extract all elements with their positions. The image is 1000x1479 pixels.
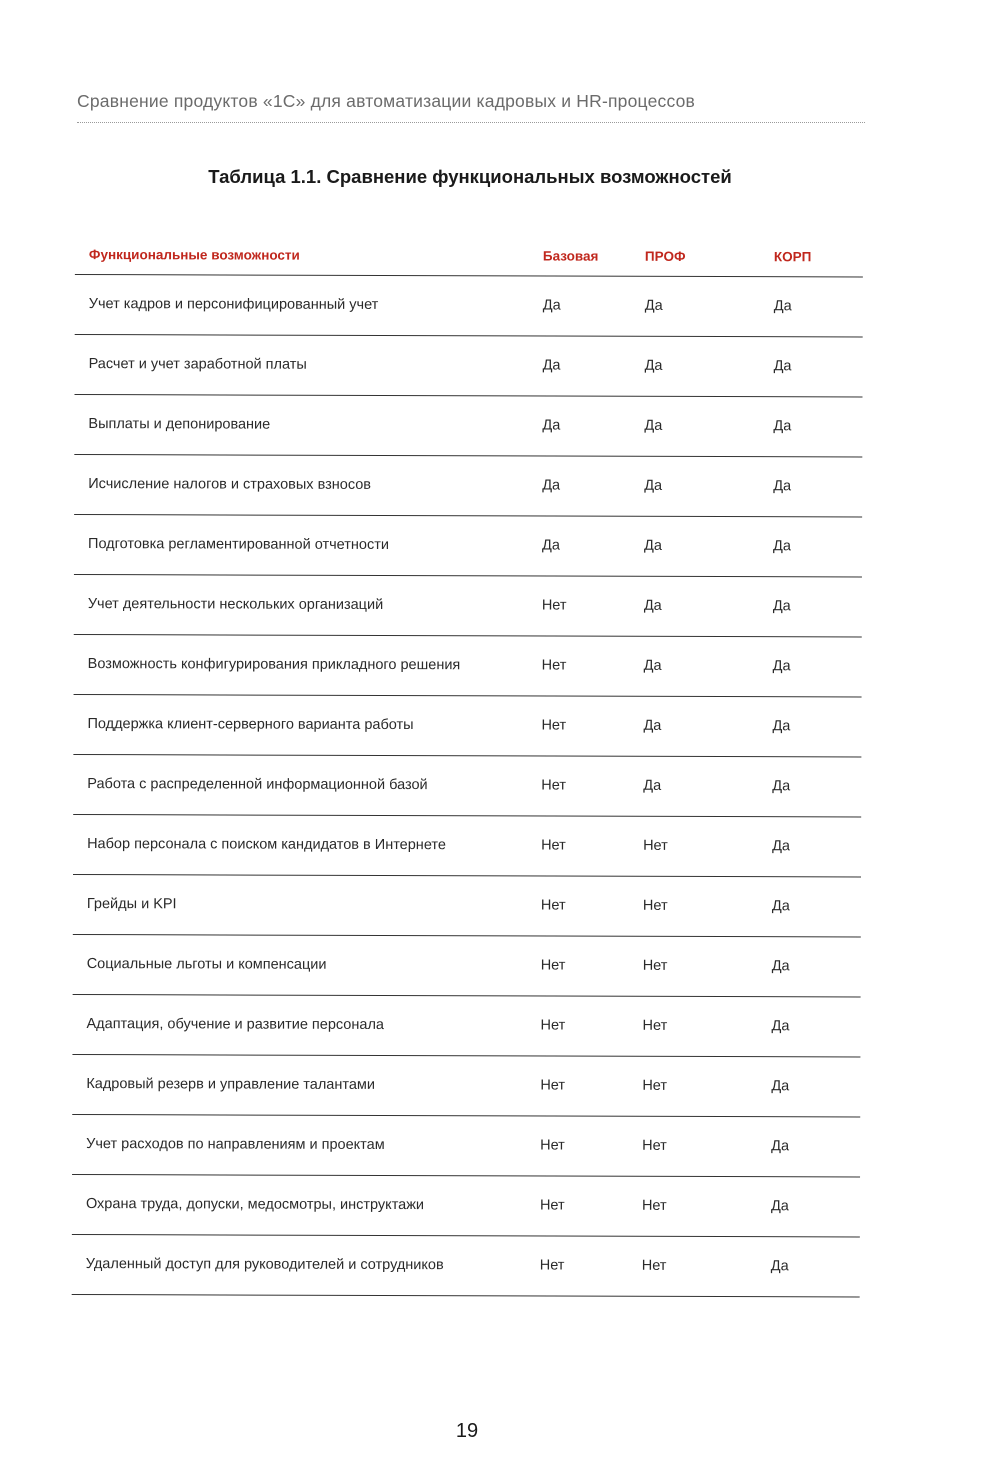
base-cell: Нет <box>539 1197 565 1214</box>
feature-cell: Поддержка клиент-серверного варианта работы <box>87 716 414 734</box>
feature-cell: Учет расходов по направлениям и проектам <box>86 1136 385 1153</box>
prof-cell: Нет <box>642 1137 667 1154</box>
korp-cell: Да <box>772 598 791 615</box>
table-row <box>74 635 862 697</box>
table-row <box>72 995 860 1057</box>
base-cell: Нет <box>541 777 567 794</box>
base-cell: Да <box>542 297 561 314</box>
table-row <box>74 515 862 577</box>
prof-cell: Да <box>643 717 662 734</box>
feature-cell: Кадровый резерв и управление талантами <box>86 1076 376 1093</box>
base-cell: Нет <box>540 1017 566 1034</box>
korp-cell: Да <box>773 538 791 555</box>
feature-cell: Выплаты и депонирование <box>88 416 271 433</box>
running-header: Сравнение продуктов «1С» для автоматизации кадровых и HR-процессов <box>77 91 696 111</box>
base-cell: Нет <box>541 717 567 734</box>
korp-cell: Да <box>771 898 790 915</box>
table-row <box>72 1055 860 1117</box>
base-cell: Нет <box>541 597 567 614</box>
table-row <box>74 455 862 517</box>
table-row <box>72 1115 860 1177</box>
feature-cell: Расчет и учет заработной платы <box>88 356 307 373</box>
table-row <box>73 875 861 937</box>
korp-cell: Да <box>770 1198 789 1215</box>
table-row <box>72 1175 860 1237</box>
prof-cell: Нет <box>642 1077 668 1094</box>
column-header-base: Базовая <box>542 248 599 264</box>
base-cell: Да <box>542 477 561 494</box>
prof-cell: Да <box>644 417 663 434</box>
korp-cell: Да <box>773 358 792 375</box>
prof-cell: Да <box>644 477 663 494</box>
feature-cell: Грейды и KPI <box>86 896 177 913</box>
table-header-row <box>75 236 863 277</box>
korp-cell: Да <box>773 298 792 315</box>
feature-cell: Адаптация, обучение и развитие персонала <box>86 1016 385 1033</box>
feature-cell: Учет деятельности нескольких организаций <box>87 596 384 613</box>
feature-cell: Работа с распределенной информационной базой <box>87 776 428 794</box>
feature-cell: Учет кадров и персонифицированный учет <box>88 296 379 313</box>
prof-cell: Нет <box>642 897 668 914</box>
comparison-table <box>72 236 863 1297</box>
korp-cell: Да <box>772 778 791 795</box>
prof-cell: Да <box>644 297 663 314</box>
feature-cell: Удаленный доступ для руководителей и сотрудников <box>85 1256 444 1274</box>
base-cell: Нет <box>541 837 566 854</box>
korp-cell: Да <box>771 958 790 975</box>
table-row <box>75 275 863 337</box>
prof-cell: Да <box>643 777 662 794</box>
prof-cell: Нет <box>643 837 668 854</box>
table-row <box>74 575 862 637</box>
table-row <box>73 755 861 817</box>
korp-cell: Да <box>773 418 792 435</box>
column-header-features: Функциональные возможности <box>88 247 300 263</box>
korp-cell: Да <box>770 1258 789 1275</box>
korp-cell: Да <box>771 1078 790 1095</box>
column-header-korp: КОРП <box>773 249 812 265</box>
feature-cell: Возможность конфигурирования прикладного решения <box>87 656 461 674</box>
prof-cell: Нет <box>642 1017 668 1034</box>
korp-cell: Да <box>771 1018 790 1035</box>
korp-cell: Да <box>772 718 791 735</box>
base-cell: Нет <box>540 957 566 974</box>
feature-cell: Набор персонала с поиском кандидатов в Интернете <box>87 836 446 854</box>
table-row <box>73 815 861 877</box>
header-divider <box>77 122 865 123</box>
feature-cell: Исчисление налогов и страховых взносов <box>88 476 372 493</box>
base-cell: Нет <box>540 897 566 914</box>
base-cell: Нет <box>540 1077 566 1094</box>
prof-cell: Нет <box>641 1257 667 1274</box>
table-row <box>73 695 861 757</box>
base-cell: Да <box>542 537 560 554</box>
korp-cell: Да <box>772 838 791 855</box>
feature-cell: Социальные льготы и компенсации <box>86 956 327 973</box>
page-number: 19 <box>455 1420 479 1442</box>
prof-cell: Да <box>643 657 662 674</box>
feature-cell: Охрана труда, допуски, медосмотры, инструктажи <box>85 1196 425 1214</box>
korp-cell: Да <box>772 658 791 675</box>
base-cell: Нет <box>540 1137 565 1154</box>
prof-cell: Да <box>643 597 662 614</box>
table-row <box>75 335 863 397</box>
base-cell: Да <box>542 357 561 374</box>
table-title: Таблица 1.1. Сравнение функциональных возможностей <box>208 166 732 187</box>
table-row <box>73 935 861 997</box>
table-body <box>72 275 863 1297</box>
table-row <box>74 395 862 457</box>
base-cell: Да <box>542 417 561 434</box>
prof-cell: Нет <box>642 957 668 974</box>
korp-cell: Да <box>773 478 792 495</box>
column-header-prof: ПРОФ <box>644 248 686 264</box>
table-row <box>72 1235 860 1297</box>
base-cell: Нет <box>541 657 567 674</box>
feature-cell: Подготовка регламентированной отчетности <box>88 536 389 553</box>
base-cell: Нет <box>539 1257 565 1274</box>
prof-cell: Нет <box>641 1197 667 1214</box>
prof-cell: Да <box>644 537 662 554</box>
prof-cell: Да <box>644 357 663 374</box>
korp-cell: Да <box>771 1138 790 1155</box>
